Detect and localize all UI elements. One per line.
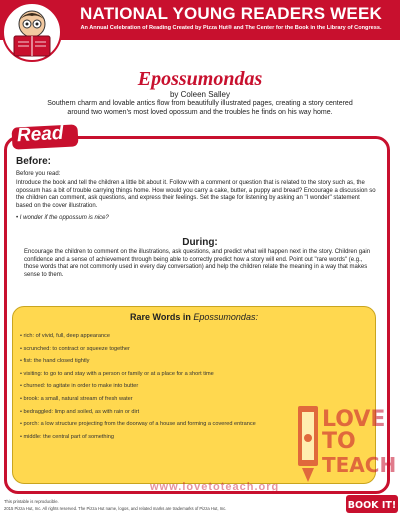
- love-to-teach-watermark: [298, 398, 397, 490]
- before-bullet: • I wonder if the oppossum is nice?: [16, 215, 109, 221]
- banner-title: NATIONAL YOUNG READERS WEEK: [80, 4, 382, 23]
- before-body: Introduce the book and tell the children a little bit about it. Follow with a comment or question that is related to the story such as, the opossum has a bit of trouble carrying things home. How would you carry a cake, butter, a puppy and bread? Encourage a discussion so the children can comment, ask questions, and express their feelings. Set the stage for listening by asking an "I wonder" statement based on the cover illustration.: [16, 180, 376, 209]
- rare-words-title-book: Epossumondas:: [193, 312, 258, 322]
- book-it-logo: [346, 494, 398, 514]
- during-heading: During:: [182, 237, 218, 248]
- reading-kid-mascot-icon: [2, 2, 62, 62]
- watermark-line1: LOVE: [322, 407, 386, 432]
- rare-word-item: • middle: the central part of something: [20, 431, 360, 444]
- rare-word-item: • scrunched: to contract or squeeze together: [20, 343, 360, 356]
- watermark-line3: TEACH: [322, 453, 397, 477]
- rare-word-item: • fist: the hand closed tightly: [20, 355, 360, 368]
- rare-word-item: • porch: a low structure projecting from the doorway of a house and forming a covered entrance: [20, 418, 360, 431]
- before-bullet-text: I wonder if the oppossum is nice?: [19, 215, 109, 221]
- during-body: Encourage the children to comment on the illustrations, ask questions, and predict what will happen next in the story. Children gain confidence and a sense of achievement through being able to correctly predict how a story will end. Point out "rare words" (e.g., those words that are not commonly used in every day conversation) and help the children relate the meaning in a way that makes sense to them.: [24, 249, 371, 278]
- before-heading: Before:: [16, 156, 52, 167]
- rare-words-title-prefix: Rare Words in: [130, 312, 194, 322]
- book-author: by Coleen Salley: [169, 90, 231, 99]
- before-lead: Before you read:: [16, 171, 61, 177]
- rare-words-title: [12, 312, 376, 322]
- rare-word-item: • brook: a small, natural stream of fresh water: [20, 393, 360, 406]
- book-description: Southern charm and lovable antics flow from beautifully illustrated pages, creating a story centered around two women's most loved opossum and the troubles he finds on his way home.: [47, 100, 353, 116]
- footer-line2: 2015 Pizza Hut, Inc. All rights reserved. The Pizza Hut name, logos, and related marks are trademarks of Pizza Hut, Inc.: [4, 506, 227, 511]
- book-title: Epossumondas: [137, 68, 263, 90]
- rare-word-item: • churned: to agitate in order to make into butter: [20, 380, 360, 393]
- rare-word-item: • rich: of vivid, full, deep appearance: [20, 330, 360, 343]
- watermark-url: www.lovetoteach.org: [150, 481, 280, 493]
- rare-word-item: • visiting: to go to and stay with a person or family or at a place for a short time: [20, 368, 360, 381]
- rare-word-item: • bedraggled: limp and soiled, as with rain or dirt: [20, 406, 360, 419]
- banner-subtitle: An Annual Celebration of Reading Created by Pizza Hut® and The Center for the Book in the Library of Congress.: [80, 25, 382, 31]
- read-label: Read: [16, 122, 64, 147]
- watermark-line2: TO: [322, 429, 356, 454]
- footer-line1: This printable is reproducible.: [4, 499, 59, 504]
- book-it-text: BOOK IT!: [347, 500, 397, 511]
